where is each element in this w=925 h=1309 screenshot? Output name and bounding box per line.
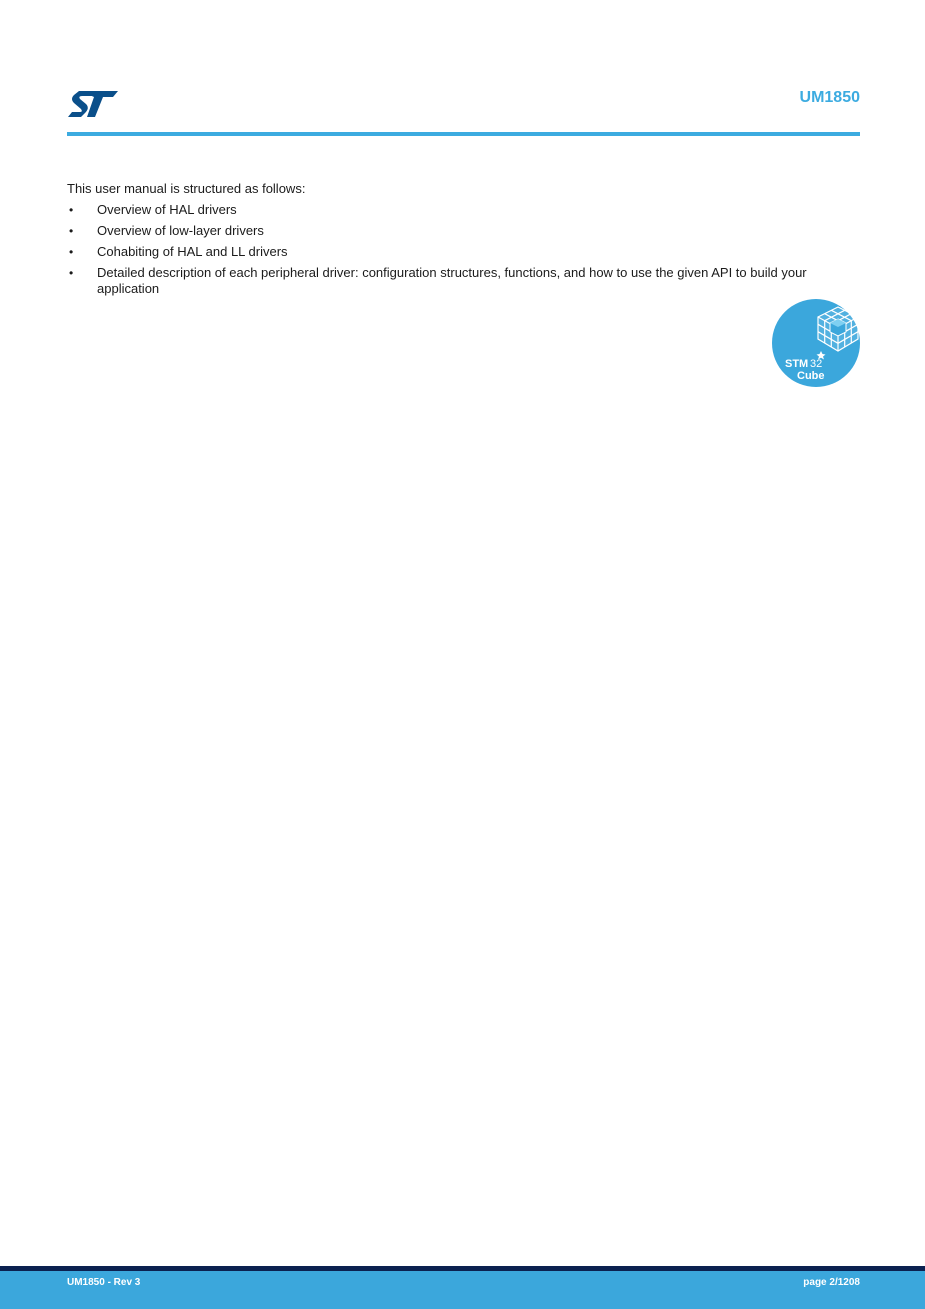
header-divider (67, 132, 860, 136)
footer-page-number: page 2/1208 (803, 1277, 860, 1288)
list-item-text: Detailed description of each peripheral driver: configuration structures, functions, and how to use the given API to build your application (97, 265, 807, 296)
stm32cube-badge (772, 299, 860, 387)
badge-brand-cube: Cube (797, 370, 825, 382)
list-item (67, 202, 847, 218)
bullet-icon: • (69, 245, 74, 259)
list-item (67, 244, 847, 260)
footer-stripe (0, 1266, 925, 1271)
document-id: UM1850 (799, 89, 860, 106)
list-item-text: Overview of low-layer drivers (97, 223, 264, 238)
st-logo (67, 89, 119, 119)
footer-revision: UM1850 - Rev 3 (67, 1277, 141, 1288)
bullet-icon: • (69, 203, 74, 217)
list-item-text: Overview of HAL drivers (97, 202, 237, 217)
bullet-icon: • (69, 266, 74, 280)
list-item-text: Cohabiting of HAL and LL drivers (97, 244, 288, 259)
list-item (67, 223, 847, 239)
bullet-icon: • (69, 224, 74, 238)
structure-list (67, 202, 847, 302)
badge-brand-text: STM (785, 358, 809, 370)
badge-brand-suffix: 32 (810, 358, 823, 370)
list-item (67, 265, 847, 297)
intro-text: This user manual is structured as follows: (67, 181, 306, 196)
